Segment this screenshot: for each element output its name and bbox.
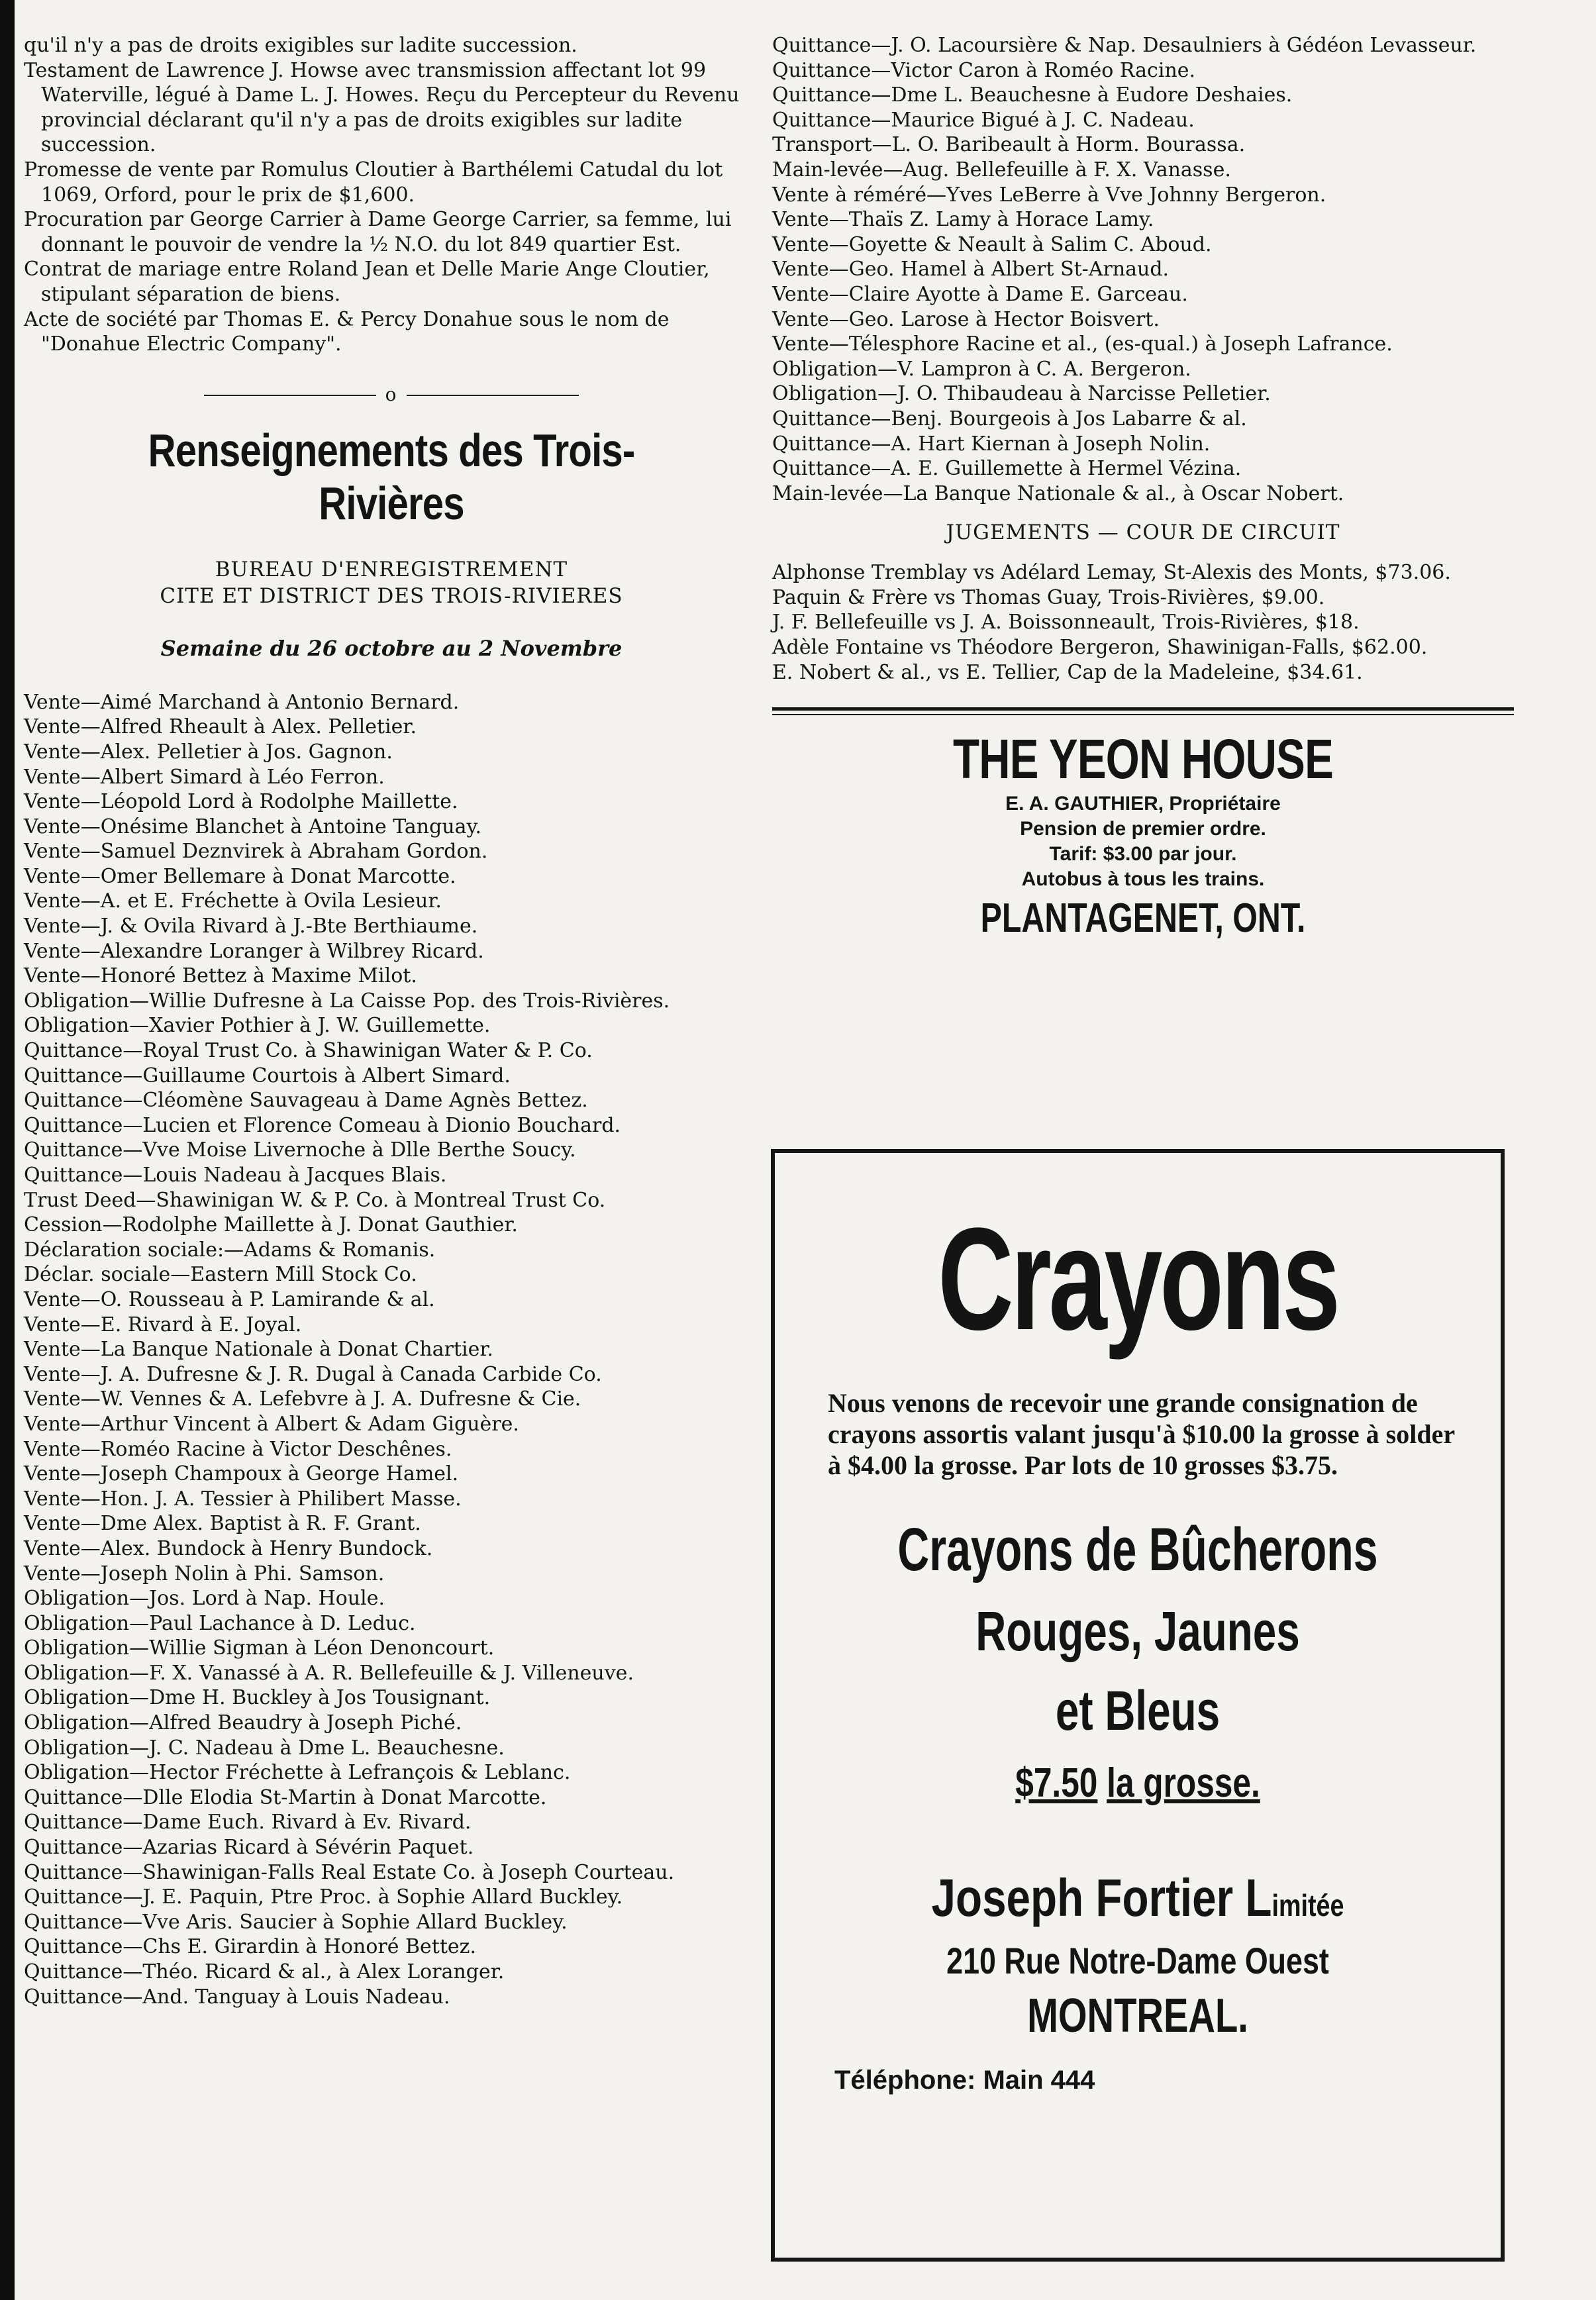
list-item: Main-levée—Aug. Bellefeuille à F. X. Vanasse.	[772, 158, 1231, 181]
list-item: Quittance—Guillaume Courtois à Albert Simard.	[24, 1064, 511, 1087]
list-item: Quittance—A. E. Guillemette à Hermel Vézina.	[772, 457, 1242, 481]
list-item: Obligation—V. Lampron à C. A. Bergeron.	[772, 357, 1191, 381]
list-item: Vente—Aimé Marchand à Antonio Bernard.	[24, 690, 460, 714]
list-item: Vente—Dme Alex. Baptist à R. F. Grant.	[24, 1512, 421, 1536]
list-item: Vente à réméré—Yves LeBerre à Vve Johnny Bergeron.	[772, 183, 1326, 207]
hotel-name: THE YEON HOUSE	[952, 728, 1334, 791]
judgements-heading: JUGEMENTS — COUR DE CIRCUIT	[946, 521, 1340, 545]
list-item: Vente—Hon. J. A. Tessier à Philibert Masse.	[24, 1487, 462, 1511]
ad-subtitle: Crayons de Bûcherons	[897, 1516, 1378, 1583]
list-item: Quittance—J. O. Lacoursière & Nap. Desaulniers à Gédéon Levasseur.	[772, 34, 1477, 57]
ad-company-suffix: imitée	[1272, 1888, 1344, 1923]
list-item: Testament de Lawrence J. Howse avec transmission affectant lot 99 Waterville, légué à Dame L. J. Howes. Reçu du Percepteur du Revenu provincial déclarant qu'il n'y a pas de droits exigibles sur ladite succession.	[24, 58, 740, 157]
left-column	[24, 33, 759, 2009]
list-item: qu'il n'y a pas de droits exigibles sur ladite succession.	[24, 34, 577, 57]
tarif-line: Tarif: $3.00 par jour.	[1049, 843, 1237, 866]
list-item: Vente—Léopold Lord à Rodolphe Maillette.	[24, 790, 458, 814]
list-item: Obligation—Dme H. Buckley à Jos Tousignant.	[24, 1686, 491, 1710]
list-item: Quittance—Maurice Bigué à J. C. Nadeau.	[772, 108, 1195, 132]
list-item: Vente—Alex. Bundock à Henry Bundock.	[24, 1536, 433, 1560]
ad-city: MONTREAL.	[1027, 1989, 1248, 2042]
ad-title: Crayons	[938, 1197, 1338, 1360]
list-item: Obligation—Willie Sigman à Léon Denoncourt.	[24, 1636, 495, 1660]
list-item: Vente—Alfred Rheault à Alex. Pelletier.	[24, 715, 417, 739]
proprietor-line: E. A. GAUTHIER, Propriétaire	[1005, 793, 1281, 815]
list-item: Vente—Albert Simard à Léo Ferron.	[24, 765, 385, 789]
registry-list-continued	[772, 33, 1514, 506]
list-item: Quittance—Dme L. Beauchesne à Eudore Deshaies.	[772, 83, 1293, 107]
list-item: Obligation—Hector Fréchette à Lefrançois & Leblanc.	[24, 1761, 571, 1785]
list-item: Obligation—Alfred Beaudry à Joseph Piché.	[24, 1711, 462, 1735]
divider-mark: o	[385, 383, 398, 405]
list-item: Quittance—Vve Aris. Saucier à Sophie Allard Buckley.	[24, 1910, 568, 1934]
list-item: Quittance—Chs E. Girardin à Honoré Bettez.	[24, 1935, 477, 1959]
list-item: Vente—W. Vennes & A. Lefebvre à J. A. Dufresne & Cie.	[24, 1387, 581, 1411]
yeon-house-ad	[772, 727, 1514, 942]
list-item: Obligation—Jos. Lord à Nap. Houle.	[24, 1587, 385, 1611]
list-item: Quittance—Lucien et Florence Comeau à Dionio Bouchard.	[24, 1113, 621, 1137]
list-item: Vente—Onésime Blanchet à Antoine Tanguay.	[24, 815, 482, 838]
ad-phone: Téléphone: Main 444	[834, 2066, 1095, 2095]
district-heading: CITE ET DISTRICT DES TROIS-RIVIERES	[160, 583, 623, 608]
ad-price-unit: la grosse.	[1107, 1760, 1260, 1806]
list-item: Acte de société par Thomas E. & Percy Donahue sous le nom de "Donahue Electric Company".	[24, 307, 670, 356]
list-item: Obligation—Paul Lachance à D. Leduc.	[24, 1611, 416, 1635]
list-item: Vente—Joseph Nolin à Phi. Samson.	[24, 1562, 385, 1585]
list-item: Vente—Claire Ayotte à Dame E. Garceau.	[772, 282, 1188, 306]
list-item: Quittance—And. Tanguay à Louis Nadeau.	[24, 1985, 450, 2009]
week-heading: Semaine du 26 octobre au 2 Novembre	[160, 635, 623, 661]
list-item: Paquin & Frère vs Thomas Guay, Trois-Rivières, $9.00.	[772, 585, 1325, 609]
list-item: Vente—A. et E. Fréchette à Ovila Lesieur.	[24, 889, 442, 913]
list-item: Quittance—Dame Euch. Rivard à Ev. Rivard.	[24, 1811, 472, 1834]
list-item: Quittance—Victor Caron à Roméo Racine.	[772, 58, 1196, 82]
list-item: J. F. Bellefeuille vs J. A. Boissonneault, Trois-Rivières, $18.	[772, 611, 1360, 634]
double-rule	[772, 707, 1514, 715]
ad-company-name: Joseph Fortier L	[931, 1868, 1272, 1927]
list-item: Déclaration sociale:—Adams & Romanis.	[24, 1238, 436, 1262]
list-item: Déclar. sociale—Eastern Mill Stock Co.	[24, 1263, 417, 1287]
list-item: Vente—Arthur Vincent à Albert & Adam Giguère.	[24, 1412, 519, 1436]
list-item: Obligation—F. X. Vanassé à A. R. Bellefeuille & J. Villeneuve.	[24, 1661, 634, 1685]
list-item: Quittance—A. Hart Kiernan à Joseph Nolin.	[772, 432, 1211, 456]
list-item: Quittance—Vve Moise Livernoche à Dlle Berthe Soucy.	[24, 1138, 576, 1162]
ad-colors-line-1: Rouges, Jaunes	[975, 1600, 1300, 1662]
ad-colors-line-2: et Bleus	[1055, 1679, 1221, 1742]
bureau-heading: BUREAU D'ENREGISTREMENT	[215, 557, 568, 581]
list-item: Vente—O. Rousseau à P. Lamirande & al.	[24, 1287, 435, 1311]
ad-address: 210 Rue Notre-Dame Ouest	[946, 1940, 1329, 1981]
list-item: Quittance—Théo. Ricard & al., à Alex Loranger.	[24, 1960, 505, 1983]
pension-line: Pension de premier ordre.	[1020, 818, 1266, 840]
list-item: Vente—Omer Bellemare à Donat Marcotte.	[24, 864, 456, 888]
page-binding-edge	[0, 0, 15, 2300]
list-item: Vente—Alexandre Loranger à Wilbrey Ricard.	[24, 939, 484, 963]
section-divider	[24, 383, 759, 405]
list-item: Vente—J. & Ovila Rivard à J.-Bte Berthiaume.	[24, 915, 478, 938]
list-item: Quittance—Dlle Elodia St-Martin à Donat Marcotte.	[24, 1785, 547, 1809]
list-item: Quittance—Azarias Ricard à Sévérin Paquet.	[24, 1836, 474, 1860]
list-item: Vente—Samuel Deznvirek à Abraham Gordon.	[24, 840, 488, 864]
list-item: Vente—Alex. Pelletier à Jos. Gagnon.	[24, 740, 393, 764]
list-item: Quittance—Louis Nadeau à Jacques Blais.	[24, 1164, 447, 1187]
ad-body-text: Nous venons de recevoir une grande consignation de crayons assortis valant jusqu'à $10.00 la grosse à solder à $4.00 la grosse. Par lots de 10 grosses $3.75.	[828, 1388, 1455, 1480]
list-item: Vente—E. Rivard à E. Joyal.	[24, 1313, 302, 1336]
list-item: Obligation—Willie Dufresne à La Caisse Pop. des Trois-Rivières.	[24, 989, 670, 1013]
list-item: Main-levée—La Banque Nationale & al., à Oscar Nobert.	[772, 481, 1344, 505]
list-item: Vente—La Banque Nationale à Donat Chartier.	[24, 1338, 493, 1362]
list-item: Trust Deed—Shawinigan W. & P. Co. à Montreal Trust Co.	[24, 1188, 606, 1212]
list-item: Cession—Rodolphe Maillette à J. Donat Gauthier.	[24, 1213, 518, 1237]
list-item: Vente—Goyette & Neault à Salim C. Aboud.	[772, 232, 1212, 256]
list-item: Promesse de vente par Romulus Cloutier à Barthélemi Catudal du lot 1069, Orford, pour le prix de $1,600.	[24, 158, 723, 207]
autobus-line: Autobus à tous les trains.	[1021, 868, 1265, 891]
judgements-list	[772, 560, 1514, 685]
list-item: Vente—Télesphore Racine et al., (es-qual.) à Joseph Lafrance.	[772, 332, 1393, 356]
list-item: Quittance—Royal Trust Co. à Shawinigan Water & P. Co.	[24, 1039, 593, 1063]
list-item: Transport—L. O. Baribeault à Horm. Bourassa.	[772, 133, 1246, 157]
registry-list	[24, 690, 759, 2009]
list-item: Obligation—J. C. Nadeau à Dme L. Beauchesne.	[24, 1736, 505, 1760]
list-item: Quittance—J. E. Paquin, Ptre Proc. à Sophie Allard Buckley.	[24, 1885, 623, 1909]
ad-price	[848, 1760, 1428, 1807]
left-top-entries	[24, 33, 759, 357]
list-item: Procuration par George Carrier à Dame George Carrier, sa femme, lui donnant le pouvoir de vendre la ½ N.O. du lot 849 quartier Est.	[24, 208, 732, 256]
list-item: E. Nobert & al., vs E. Tellier, Cap de la Madeleine, $34.61.	[772, 660, 1363, 684]
ad-company	[840, 1868, 1436, 1928]
crayons-advertisement	[771, 1149, 1505, 2262]
hotel-location: PLANTAGENET, ONT.	[980, 895, 1306, 942]
section-title: Renseignements des Trois-Rivières	[148, 424, 635, 529]
list-item: Vente—Thaïs Z. Lamy à Horace Lamy.	[772, 208, 1154, 232]
list-item: Quittance—Benj. Bourgeois à Jos Labarre & al.	[772, 407, 1247, 430]
ad-price-amount: $7.50	[1015, 1760, 1098, 1806]
list-item: Contrat de mariage entre Roland Jean et Delle Marie Ange Cloutier, stipulant séparation de biens.	[24, 258, 710, 306]
list-item: Vente—Honoré Bettez à Maxime Milot.	[24, 964, 417, 988]
list-item: Vente—Geo. Hamel à Albert St-Arnaud.	[772, 258, 1170, 281]
right-column	[772, 33, 1514, 942]
list-item: Obligation—J. O. Thibaudeau à Narcisse Pelletier.	[772, 382, 1271, 406]
list-item: Vente—Roméo Racine à Victor Deschênes.	[24, 1437, 452, 1461]
list-item: Quittance—Cléomène Sauvageau à Dame Agnès Bettez.	[24, 1089, 588, 1113]
list-item: Vente—J. A. Dufresne & J. R. Dugal à Canada Carbide Co.	[24, 1362, 602, 1386]
list-item: Alphonse Tremblay vs Adélard Lemay, St-Alexis des Monts, $73.06.	[772, 561, 1451, 585]
list-item: Vente—Joseph Champoux à George Hamel.	[24, 1462, 459, 1486]
list-item: Vente—Geo. Larose à Hector Boisvert.	[772, 307, 1160, 331]
list-item: Quittance—Shawinigan-Falls Real Estate Co. à Joseph Courteau.	[24, 1860, 675, 1884]
list-item: Obligation—Xavier Pothier à J. W. Guillemette.	[24, 1014, 491, 1038]
list-item: Adèle Fontaine vs Théodore Bergeron, Shawinigan-Falls, $62.00.	[772, 636, 1428, 660]
